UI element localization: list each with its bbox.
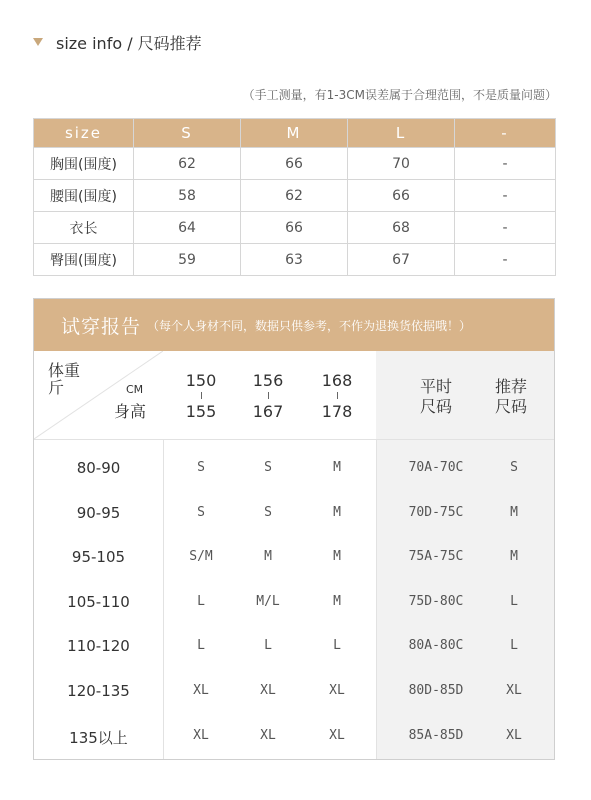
size-cell: M <box>333 549 341 564</box>
usual-size-label: 平时 <box>419 377 452 396</box>
measurement-note: （手工测量，有1-3CM误差属于合理范围，不是质量问题） <box>242 88 557 102</box>
header-cell: size <box>34 119 134 148</box>
size-table-header <box>34 119 556 148</box>
size-cell: XL <box>260 728 276 743</box>
table-row <box>34 212 556 244</box>
height-max: 155 <box>185 402 217 421</box>
table-row <box>34 244 556 276</box>
recommended-size-cell: M <box>510 549 518 564</box>
usual-size-label: 尺码 <box>419 397 452 416</box>
header-cell: S <box>134 119 241 148</box>
size-cell: XL <box>193 728 209 743</box>
weight-label: 体重 <box>48 361 81 380</box>
size-cell: S <box>264 505 272 520</box>
recommended-size-cell: XL <box>506 728 522 743</box>
table-cell: - <box>455 148 556 180</box>
size-cell: M <box>333 594 341 609</box>
height-min: 150 <box>185 371 217 390</box>
size-cell: S <box>197 505 205 520</box>
usual-size-cell: 75A-75C <box>408 549 464 564</box>
weight-range: 135以上 <box>69 729 128 747</box>
recommend-size-header <box>481 377 541 417</box>
weight-range: 120-135 <box>67 682 130 700</box>
range-tick <box>268 392 269 399</box>
section-title: size info / 尺码推荐 <box>56 33 202 53</box>
fit-report-panel <box>33 298 555 760</box>
table-cell: 58 <box>134 180 241 212</box>
recommend-size-label: 推荐 <box>494 377 527 396</box>
weight-range: 105-110 <box>67 593 130 611</box>
row-label: 胸围(围度) <box>34 148 134 180</box>
table-row <box>34 148 556 180</box>
size-cell: L <box>333 638 341 653</box>
header-cell: - <box>455 119 556 148</box>
height-max: 178 <box>321 402 353 421</box>
usual-size-cell: 80D-85D <box>408 683 464 698</box>
table-row <box>34 180 556 212</box>
table-cell: 59 <box>134 244 241 276</box>
height-range <box>243 371 293 421</box>
fit-report-header <box>34 299 554 351</box>
table-cell: 66 <box>241 148 348 180</box>
usual-size-cell: 70D-75C <box>408 505 464 520</box>
size-cell: XL <box>193 683 209 698</box>
range-tick <box>337 392 338 399</box>
height-range <box>176 371 226 421</box>
recommended-size-cell: XL <box>506 683 522 698</box>
size-cell: M/L <box>256 594 280 609</box>
table-cell: - <box>455 212 556 244</box>
table-cell: 62 <box>241 180 348 212</box>
size-cell: M <box>333 460 341 475</box>
triangle-down-icon <box>33 38 43 46</box>
size-table <box>33 118 556 276</box>
column-divider <box>376 439 377 759</box>
height-min: 156 <box>252 371 284 390</box>
table-cell: 62 <box>134 148 241 180</box>
weight-range: 110-120 <box>67 637 130 655</box>
range-tick <box>201 392 202 399</box>
size-cell: S/M <box>189 549 213 564</box>
size-cell: S <box>197 460 205 475</box>
height-axis-label: 身高 <box>114 402 147 421</box>
size-cell: S <box>264 460 272 475</box>
weight-range: 90-95 <box>76 504 121 522</box>
table-cell: 70 <box>348 148 455 180</box>
table-cell: - <box>455 180 556 212</box>
usual-size-header <box>406 377 466 417</box>
header-cell: L <box>348 119 455 148</box>
weight-range: 80-90 <box>76 459 121 477</box>
weight-unit: 斤 <box>48 378 65 397</box>
cm-unit: CM <box>126 383 144 396</box>
weight-axis-label <box>48 362 80 396</box>
row-label: 臀围(围度) <box>34 244 134 276</box>
header-divider <box>34 439 554 440</box>
table-cell: 64 <box>134 212 241 244</box>
size-cell: M <box>333 505 341 520</box>
recommend-size-label: 尺码 <box>494 397 527 416</box>
table-cell: 63 <box>241 244 348 276</box>
table-cell: 68 <box>348 212 455 244</box>
recommended-size-cell: S <box>510 460 518 475</box>
recommended-size-cell: L <box>510 638 518 653</box>
usual-size-cell: 80A-80C <box>408 638 464 653</box>
usual-size-cell: 85A-85D <box>408 728 464 743</box>
table-cell: 66 <box>348 180 455 212</box>
weight-range: 95-105 <box>71 548 126 566</box>
row-label: 腰围(围度) <box>34 180 134 212</box>
size-cell: M <box>264 549 272 564</box>
usual-size-cell: 75D-80C <box>408 594 464 609</box>
fit-report-disclaimer: （每个人身材不同，数据只供参考，不作为退换货依据哦！） <box>147 318 472 333</box>
size-cell: XL <box>329 728 345 743</box>
recommended-size-cell: M <box>510 505 518 520</box>
size-cell: L <box>264 638 272 653</box>
table-cell: 67 <box>348 244 455 276</box>
section-header <box>33 29 202 55</box>
height-range <box>312 371 362 421</box>
height-min: 168 <box>321 371 353 390</box>
size-cell: XL <box>329 683 345 698</box>
fit-report-title: 试穿报告 <box>61 315 142 338</box>
height-max: 167 <box>252 402 284 421</box>
usual-size-cell: 70A-70C <box>408 460 464 475</box>
column-divider <box>163 439 164 759</box>
table-cell: - <box>455 244 556 276</box>
size-cell: L <box>197 638 205 653</box>
recommended-size-cell: L <box>510 594 518 609</box>
size-cell: L <box>197 594 205 609</box>
row-label: 衣长 <box>34 212 134 244</box>
size-cell: XL <box>260 683 276 698</box>
header-cell: M <box>241 119 348 148</box>
table-cell: 66 <box>241 212 348 244</box>
